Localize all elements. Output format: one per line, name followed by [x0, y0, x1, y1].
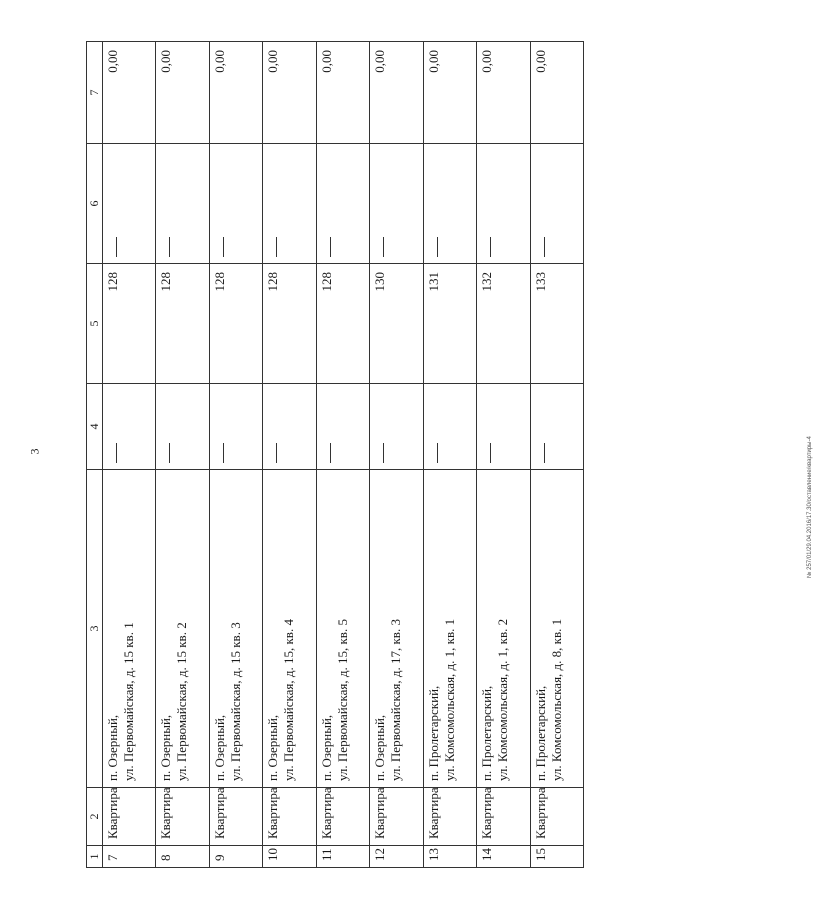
col5-cell — [209, 264, 262, 384]
col5-value: 128 — [265, 272, 281, 292]
dash-mark — [490, 443, 491, 463]
header-cell: 3 — [87, 470, 103, 788]
col7-cell — [263, 42, 316, 144]
object-type: Квартира — [532, 787, 548, 839]
col4-cell — [209, 384, 262, 470]
col5-cell — [316, 264, 369, 384]
object-type: Квартира — [425, 787, 441, 839]
address-line2: ул. Первомайская, д. 15, кв. 5 — [334, 619, 350, 781]
header-cell: 6 — [87, 144, 103, 264]
row-number: 15 — [532, 848, 548, 861]
col5-value: 128 — [318, 272, 334, 292]
col7-value: 0,00 — [105, 50, 120, 73]
object-type-cell — [316, 788, 369, 846]
col5-value: 133 — [532, 272, 548, 292]
address-cell — [209, 470, 262, 788]
row-number-cell — [103, 846, 156, 868]
dash-mark — [116, 443, 117, 463]
address-line2: ул. Комсомольская, д. 8, кв. 1 — [548, 618, 564, 781]
col5-cell — [370, 264, 423, 384]
col7-cell — [156, 42, 209, 144]
table-row — [103, 42, 156, 868]
address-line2: ул. Первомайская, д. 17, кв. 3 — [388, 619, 404, 781]
object-type-cell — [477, 788, 530, 846]
dash-mark — [544, 237, 545, 257]
dash-mark — [383, 237, 384, 257]
table-row — [209, 42, 262, 868]
address-cell — [370, 470, 423, 788]
col5-cell — [103, 264, 156, 384]
dash-mark — [169, 443, 170, 463]
row-number: 13 — [425, 848, 441, 861]
object-type: Квартира — [265, 787, 281, 839]
dash-mark — [544, 443, 545, 463]
row-number: 10 — [265, 848, 281, 861]
address-line1: п. Пролетарский, — [532, 685, 548, 781]
col5-value: 131 — [425, 272, 441, 292]
col6-cell — [530, 144, 584, 264]
col6-cell — [477, 144, 530, 264]
row-number: 12 — [372, 848, 388, 861]
dash-mark — [223, 237, 224, 257]
object-type-cell — [263, 788, 316, 846]
object-type-cell — [156, 788, 209, 846]
address-cell — [423, 470, 476, 788]
table-row — [423, 42, 476, 868]
property-table — [86, 41, 584, 868]
col5-cell — [530, 264, 584, 384]
row-number-cell — [423, 846, 476, 868]
dash-mark — [169, 237, 170, 257]
col5-value: 130 — [372, 272, 388, 292]
object-type: Квартира — [211, 787, 227, 839]
dash-mark — [437, 443, 438, 463]
col7-value: 0,00 — [479, 50, 495, 73]
col7-cell — [209, 42, 262, 144]
dash-mark — [383, 443, 384, 463]
address-cell — [103, 470, 156, 788]
row-number: 8 — [158, 854, 174, 861]
col7-cell — [370, 42, 423, 144]
row-number-cell — [263, 846, 316, 868]
address-cell — [263, 470, 316, 788]
col7-cell — [477, 42, 530, 144]
col7-value: 0,00 — [425, 50, 441, 73]
col5-cell — [263, 264, 316, 384]
col7-value: 0,00 — [372, 50, 388, 73]
address-line2: ул. Первомайская, д. 15 кв. 1 — [121, 622, 136, 781]
table-row — [530, 42, 584, 868]
address-line2: ул. Первомайская, д. 15 кв. 2 — [174, 622, 190, 781]
col5-value: 128 — [158, 272, 174, 292]
col4-cell — [370, 384, 423, 470]
row-number: 7 — [105, 854, 120, 861]
object-type: Квартира — [318, 787, 334, 839]
col6-cell — [370, 144, 423, 264]
header-cell: 1 — [87, 846, 103, 868]
address-line2: ул. Первомайская, д. 15, кв. 4 — [281, 619, 297, 781]
col4-cell — [103, 384, 156, 470]
col5-value: 128 — [211, 272, 227, 292]
col4-cell — [477, 384, 530, 470]
col7-cell — [530, 42, 584, 144]
dash-mark — [276, 443, 277, 463]
address-line1: п. Озерный, — [158, 714, 174, 781]
address-line1: п. Пролетарский, — [425, 685, 441, 781]
col6-cell — [423, 144, 476, 264]
dash-mark — [223, 443, 224, 463]
object-type: Квартира — [479, 787, 495, 839]
row-number: 9 — [211, 854, 227, 861]
col7-value: 0,00 — [158, 50, 174, 73]
table-row — [316, 42, 369, 868]
object-type-cell — [530, 788, 584, 846]
col5-cell — [423, 264, 476, 384]
rotated-table-wrapper — [86, 42, 584, 868]
dash-mark — [437, 237, 438, 257]
header-cell: 2 — [87, 788, 103, 846]
header-cell: 4 — [87, 384, 103, 470]
row-number: 11 — [318, 848, 334, 861]
table-row — [156, 42, 209, 868]
dash-mark — [276, 237, 277, 257]
dash-mark — [330, 443, 331, 463]
col4-cell — [530, 384, 584, 470]
header-cell: 7 — [87, 42, 103, 144]
address-line2: ул. Первомайская, д. 15 кв. 3 — [227, 622, 243, 781]
row-number-cell — [370, 846, 423, 868]
col6-cell — [156, 144, 209, 264]
col4-cell — [316, 384, 369, 470]
col7-cell — [423, 42, 476, 144]
col5-value: 132 — [479, 272, 495, 292]
col4-cell — [156, 384, 209, 470]
address-line1: п. Озерный, — [105, 714, 120, 781]
col4-cell — [263, 384, 316, 470]
row-number-cell — [530, 846, 584, 868]
address-line2: ул. Комсомольская, д. 1, кв. 1 — [441, 618, 457, 781]
address-line1: п. Озерный, — [372, 714, 388, 781]
col7-value: 0,00 — [532, 50, 548, 73]
address-cell — [156, 470, 209, 788]
table-row — [370, 42, 423, 868]
col7-cell — [316, 42, 369, 144]
object-type-cell — [423, 788, 476, 846]
col5-cell — [156, 264, 209, 384]
header-row — [87, 42, 103, 868]
col6-cell — [263, 144, 316, 264]
row-number-cell — [156, 846, 209, 868]
address-line2: ул. Комсомольская, д. 1, кв. 2 — [495, 618, 511, 781]
object-type-cell — [370, 788, 423, 846]
address-line1: п. Озерный, — [211, 714, 227, 781]
object-type: Квартира — [158, 787, 174, 839]
row-number: 14 — [479, 848, 495, 861]
dash-mark — [330, 237, 331, 257]
col6-cell — [103, 144, 156, 264]
address-line1: п. Пролетарский, — [479, 685, 495, 781]
col7-value: 0,00 — [318, 50, 334, 73]
address-line1: п. Озерный, — [318, 714, 334, 781]
row-number-cell — [477, 846, 530, 868]
address-cell — [477, 470, 530, 788]
row-number-cell — [209, 846, 262, 868]
dash-mark — [490, 237, 491, 257]
object-type: Квартира — [372, 787, 388, 839]
address-cell — [530, 470, 584, 788]
page-number: 3 — [27, 448, 42, 455]
row-number-cell — [316, 846, 369, 868]
col5-value: 128 — [105, 272, 120, 292]
address-cell — [316, 470, 369, 788]
object-type-cell — [209, 788, 262, 846]
col6-cell — [316, 144, 369, 264]
col5-cell — [477, 264, 530, 384]
col7-cell — [103, 42, 156, 144]
address-line1: п. Озерный, — [265, 714, 281, 781]
table-row — [263, 42, 316, 868]
object-type-cell — [103, 788, 156, 846]
col7-value: 0,00 — [265, 50, 281, 73]
header-cell: 5 — [87, 264, 103, 384]
col4-cell — [423, 384, 476, 470]
dash-mark — [116, 237, 117, 257]
table-row — [477, 42, 530, 868]
side-note: № 257/01/29.04.2016/17.30/оставление/квартиры-4 — [807, 436, 813, 578]
object-type: Квартира — [105, 787, 120, 839]
col7-value: 0,00 — [211, 50, 227, 73]
col6-cell — [209, 144, 262, 264]
